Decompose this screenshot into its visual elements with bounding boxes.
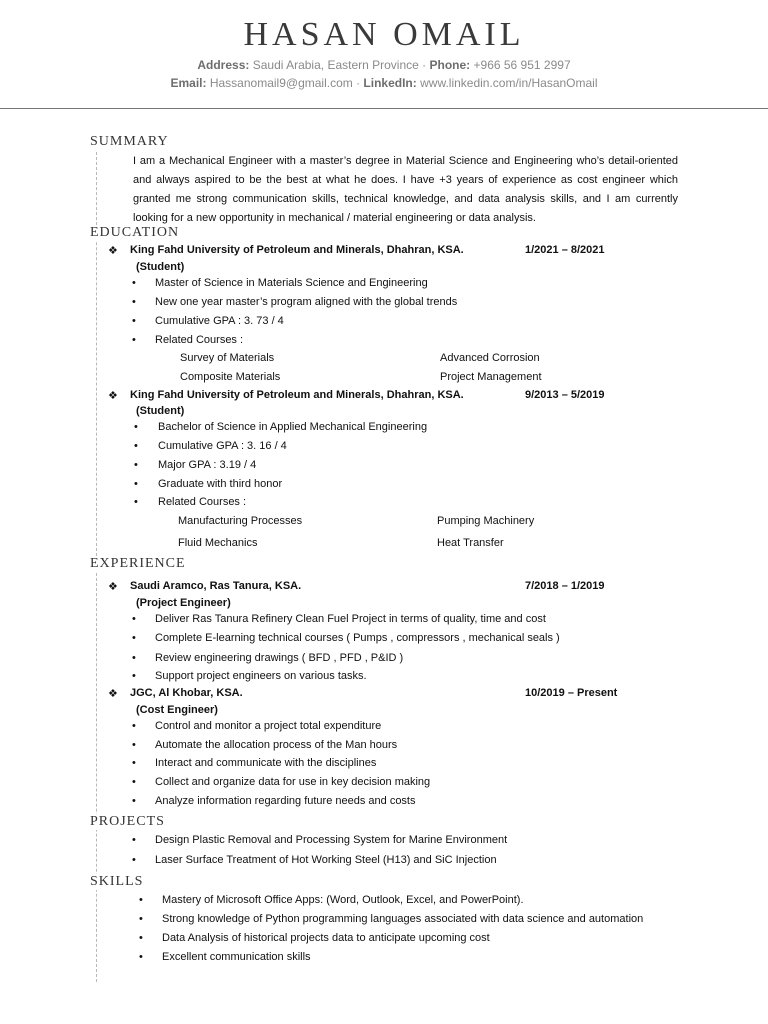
bullet-icon: • (132, 739, 136, 751)
section-title-skills: SKILLS (90, 874, 144, 889)
course-item: Manufacturing Processes (178, 515, 303, 527)
education-school: King Fahd University of Petroleum and Minerals, Dhahran, KSA. (130, 244, 464, 256)
bullet-icon: • (132, 854, 136, 866)
diamond-bullet-icon: ❖ (108, 581, 118, 593)
diamond-bullet-icon: ❖ (108, 245, 118, 257)
bullet-icon: • (139, 913, 143, 925)
bullet-icon: • (132, 834, 136, 846)
bullet-icon: • (132, 277, 136, 289)
experience-dates: 7/2018 – 1/2019 (525, 580, 605, 592)
contact-line-1 (0, 58, 768, 72)
contact-line-2 (0, 76, 768, 90)
bullet-icon: • (132, 632, 136, 644)
email-value[interactable]: Hassanomail9@gmail.com (209, 76, 353, 90)
education-bullet: New one year master’s program aligned with the global trends (155, 296, 458, 308)
experience-bullet: Interact and communicate with the disciplines (155, 757, 377, 769)
skill-item: Data Analysis of historical projects data to anticipate upcoming cost (162, 932, 490, 944)
bullet-icon: • (132, 334, 136, 346)
section-title-projects: PROJECTS (90, 814, 165, 829)
separator: · (418, 58, 430, 72)
candidate-name: HASAN OMAIL (243, 16, 525, 53)
separator: · (352, 76, 364, 90)
phone-label: Phone: (429, 58, 471, 72)
phone-value[interactable]: +966 56 951 2997 (473, 58, 571, 72)
experience-company: JGC, Al Khobar, KSA. (130, 687, 243, 699)
linkedin-link[interactable]: www.linkedin.com/in/HasanOmail (420, 76, 598, 90)
course-item: Pumping Machinery (437, 515, 535, 527)
bullet-icon: • (132, 652, 136, 664)
bullet-icon: • (134, 459, 138, 471)
bullet-icon: • (134, 440, 138, 452)
experience-bullet: Deliver Ras Tanura Refinery Clean Fuel Project in terms of quality, time and cost (155, 613, 546, 625)
education-dates: 1/2021 – 8/2021 (525, 244, 605, 256)
skill-item: Strong knowledge of Python programming languages associated with data science and automation (162, 913, 644, 925)
bullet-icon: • (132, 670, 136, 682)
bullet-icon: • (134, 421, 138, 433)
bullet-icon: • (134, 496, 138, 508)
skill-item: Excellent communication skills (162, 951, 311, 963)
education-bullet: Cumulative GPA : 3. 73 / 4 (155, 315, 284, 327)
experience-bullet: Complete E-learning technical courses ( Pumps , compressors , mechanical seals ) (155, 632, 560, 644)
education-role: (Student) (136, 261, 185, 273)
experience-company: Saudi Aramco, Ras Tanura, KSA. (130, 580, 302, 592)
experience-bullet: Analyze information regarding future needs and costs (155, 795, 416, 807)
diamond-bullet-icon: ❖ (108, 390, 118, 402)
address-value: Saudi Arabia, Eastern Province (252, 58, 419, 72)
experience-bullet: Control and monitor a project total expenditure (155, 720, 382, 732)
linkedin-label: LinkedIn: (363, 76, 417, 90)
course-item: Heat Transfer (437, 537, 504, 549)
bullet-icon: • (132, 315, 136, 327)
education-bullet: Bachelor of Science in Applied Mechanical Engineering (158, 421, 428, 433)
bullet-icon: • (132, 795, 136, 807)
summary-text: I am a Mechanical Engineer with a master’s degree in Material Science and Engineering who’s detail-oriented and always aspired to be the best at what he does. I have +3 years of experience as cost engineer which granted me strong communication skills, technical knowledge, and data analysis skills, and I am currently looking for a new opportunity in mechanical / material engineering or data analysis. (133, 155, 678, 224)
section-title-education: EDUCATION (90, 225, 180, 240)
bullet-icon: • (132, 776, 136, 788)
bullet-icon: • (132, 757, 136, 769)
header-divider (0, 108, 768, 109)
education-bullet: Master of Science in Materials Science and Engineering (155, 277, 428, 289)
experience-bullet: Automate the allocation process of the Man hours (155, 739, 398, 751)
bullet-icon: • (132, 720, 136, 732)
bullet-icon: • (139, 932, 143, 944)
experience-bullet: Support project engineers on various tasks. (155, 670, 367, 682)
education-bullet: Related Courses : (158, 496, 247, 508)
education-bullet: Major GPA : 3.19 / 4 (158, 459, 257, 471)
experience-role: (Project Engineer) (136, 597, 231, 609)
bullet-icon: • (139, 951, 143, 963)
experience-bullet: Review engineering drawings ( BFD , PFD , P&ID ) (155, 652, 404, 664)
education-bullet: Graduate with third honor (158, 478, 283, 490)
address-label: Address: (197, 58, 250, 72)
course-item: Composite Materials (180, 371, 281, 383)
experience-role: (Cost Engineer) (136, 704, 218, 716)
course-item: Fluid Mechanics (178, 537, 258, 549)
education-bullet: Related Courses : (155, 334, 244, 346)
email-label: Email: (170, 76, 207, 90)
bullet-icon: • (134, 478, 138, 490)
education-role: (Student) (136, 405, 185, 417)
skill-item: Mastery of Microsoft Office Apps: (Word, Outlook, Excel, and PowerPoint). (162, 894, 524, 906)
education-school: King Fahd University of Petroleum and Minerals, Dhahran, KSA. (130, 389, 464, 401)
bullet-icon: • (132, 296, 136, 308)
section-title-experience: EXPERIENCE (90, 556, 186, 571)
experience-dates: 10/2019 – Present (525, 687, 618, 699)
section-title-summary: SUMMARY (90, 134, 169, 149)
education-bullet: Cumulative GPA : 3. 16 / 4 (158, 440, 287, 452)
education-dates: 9/2013 – 5/2019 (525, 389, 605, 401)
course-item: Advanced Corrosion (440, 352, 540, 364)
experience-bullet: Collect and organize data for use in key decision making (155, 776, 431, 788)
course-item: Survey of Materials (180, 352, 275, 364)
project-item: Design Plastic Removal and Processing System for Marine Environment (155, 834, 508, 846)
diamond-bullet-icon: ❖ (108, 688, 118, 700)
project-item: Laser Surface Treatment of Hot Working Steel (H13) and SiC Injection (155, 854, 497, 866)
bullet-icon: • (139, 894, 143, 906)
course-item: Project Management (440, 371, 542, 383)
bullet-icon: • (132, 613, 136, 625)
